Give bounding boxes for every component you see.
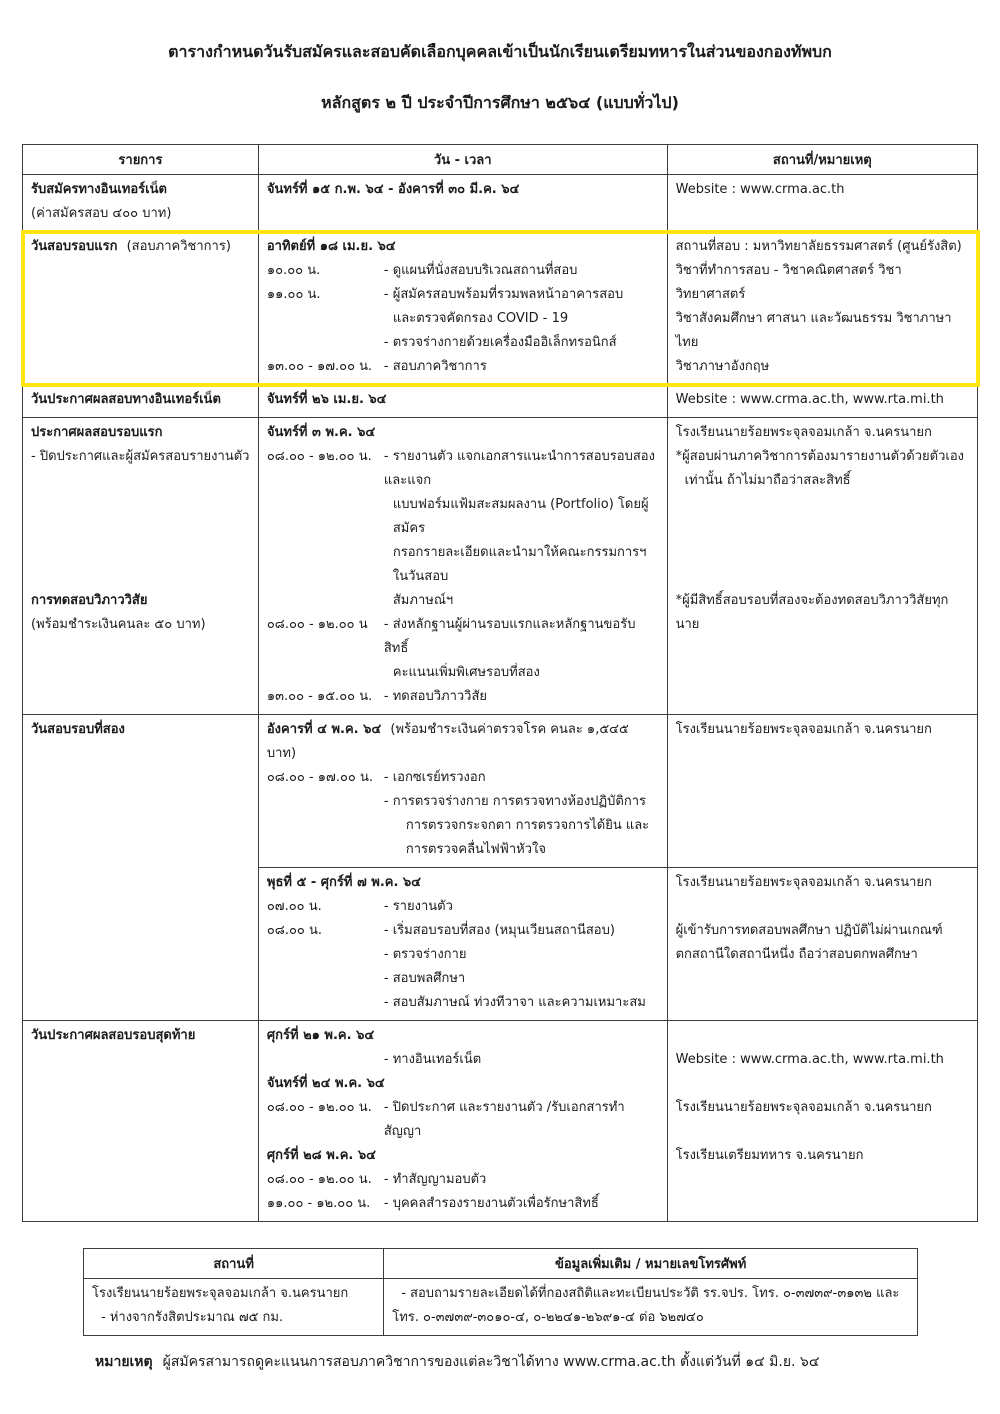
- time-label: ๑๑.๐๐ - ๑๒.๐๐ น.: [266, 1196, 371, 1211]
- item-cell: [23, 175, 259, 232]
- item-title: วันสอบรอบที่สอง: [31, 722, 125, 737]
- place-text: วิชาภาษาอังกฤษ: [675, 359, 770, 374]
- activity-text: - รายงานตัว: [383, 899, 453, 914]
- website-text: Website : www.crma.ac.th, www.rta.mi.th: [675, 1052, 944, 1067]
- remark-text: ผู้เข้ารับการทดสอบพลศึกษา ปฏิบัติไม่ผ่านเกณฑ์: [675, 923, 943, 938]
- footnote-text: ผู้สมัครสามารถดูคะแนนการสอบภาควิชาการของแต่ละวิชาได้ทาง www.crma.ac.th ตั้งแต่วันที่ ๑๔ มิ.ย. ๖๔: [162, 1354, 820, 1370]
- header-item: รายการ: [23, 145, 259, 175]
- place-cell: [667, 715, 977, 868]
- place-text: โรงเรียนนายร้อยพระจุลจอมเกล้า จ.นครนายก: [675, 1100, 932, 1115]
- header-datetime: วัน - เวลา: [258, 145, 667, 175]
- item-title: วันประกาศผลสอบรอบสุดท้าย: [31, 1028, 196, 1043]
- item-cell: [23, 385, 259, 418]
- info-contact-cell: [384, 1279, 918, 1336]
- info-header-contact: ข้อมูลเพิ่มเติม / หมายเลขโทรศัพท์: [384, 1249, 918, 1279]
- item-cell: [23, 715, 259, 1021]
- footnote: [95, 1350, 980, 1374]
- place-text: สถานที่สอบ : มหาวิทยาลัยธรรมศาสตร์ (ศูนย์รังสิต): [675, 239, 962, 254]
- time-label: ๐๘.๐๐ - ๑๒.๐๐ น.: [266, 449, 372, 464]
- website-text: Website : www.crma.ac.th: [675, 182, 845, 197]
- item-note: (สอบภาควิชาการ): [126, 239, 231, 254]
- time-label: ๑๑.๐๐ น.: [266, 287, 321, 302]
- remark-text: ตกสถานีใดสถานีหนึ่ง ถือว่าสอบตกพลศึกษา: [675, 947, 918, 962]
- remark-text: *ผู้สอบผ่านภาควิชาการต้องมารายงานตัวด้วยตัวเอง: [675, 449, 965, 464]
- time-label: ๑๓.๐๐ - ๑๕.๐๐ น.: [266, 689, 373, 704]
- activity-text: - ปิดประกาศ และรายงานตัว /รับเอกสารทำสัญญา: [383, 1100, 625, 1139]
- place-cell: [667, 385, 977, 418]
- datetime-cell: [258, 232, 667, 385]
- info-table: [83, 1248, 918, 1336]
- activity-text: - ผู้สมัครสอบพร้อมที่รวมพลหน้าอาคารสอบ: [383, 287, 624, 302]
- place-cell: [667, 418, 977, 715]
- activity-text: - ดูแผนที่นั่งสอบบริเวณสถานที่สอบ: [383, 263, 578, 278]
- datetime-cell: [258, 418, 667, 715]
- activity-text: และตรวจคัดกรอง COVID - 19: [392, 311, 569, 326]
- date-text: จันทร์ที่ ๒๔ พ.ค. ๖๔: [266, 1076, 385, 1091]
- activity-text: การตรวจคลื่นไฟฟ้าหัวใจ: [405, 842, 546, 857]
- place-text: - ห่างจากรังสิตประมาณ ๗๕ กม.: [101, 1310, 284, 1325]
- activity-text: - ทางอินเทอร์เน็ต: [383, 1052, 482, 1067]
- date-text: จันทร์ที่ ๒๖ เม.ย. ๖๔: [266, 392, 387, 407]
- activity-text: แบบฟอร์มแฟ้มสะสมผลงาน (Portfolio) โดยผู้สมัคร: [392, 497, 649, 536]
- schedule-header-row: [23, 145, 978, 175]
- info-header-row: [84, 1249, 918, 1279]
- place-text: โรงเรียนเตรียมทหาร จ.นครนายก: [675, 1148, 864, 1163]
- time-label: ๐๗.๐๐ น.: [266, 899, 322, 914]
- activity-text: - ทำสัญญามอบตัว: [383, 1172, 487, 1187]
- activity-text: - เริ่มสอบรอบที่สอง (หมุนเวียนสถานีสอบ): [383, 923, 615, 938]
- item-title: วันสอบรอบแรก: [31, 239, 118, 254]
- time-label: ๐๘.๐๐ - ๑๗.๐๐ น.: [266, 770, 373, 785]
- place-text: โรงเรียนนายร้อยพระจุลจอมเกล้า จ.นครนายก: [675, 722, 932, 737]
- activity-text: - ตรวจร่างกายด้วยเครื่องมืออิเล็กทรอนิกส์: [383, 335, 617, 350]
- item-note: (พร้อมชำระเงินคนละ ๕๐ บาท): [31, 617, 206, 632]
- item-title: การทดสอบวิภาววิสัย: [31, 593, 148, 608]
- place-text: โรงเรียนนายร้อยพระจุลจอมเกล้า จ.นครนายก: [92, 1286, 349, 1301]
- time-label: ๐๘.๐๐ น.: [266, 923, 322, 938]
- activity-text: กรอกรายละเอียดและนำมาให้คณะกรรมการฯ ในวันสอบ: [392, 545, 647, 584]
- info-header-place: สถานที่: [84, 1249, 384, 1279]
- activity-text: - บุคคลสำรองรายงานตัวเพื่อรักษาสิทธิ์: [383, 1196, 599, 1211]
- time-label: ๐๘.๐๐ - ๑๒.๐๐ น.: [266, 1100, 372, 1115]
- activity-text: - การตรวจร่างกาย การตรวจทางห้องปฏิบัติการ: [383, 794, 647, 809]
- time-label: ๑๐.๐๐ น.: [266, 263, 321, 278]
- activity-text: การตรวจกระจกตา การตรวจการได้ยิน และ: [405, 818, 650, 833]
- doc-subtitle: หลักสูตร ๒ ปี ประจำปีการศึกษา ๒๕๖๔ (แบบทั่วไป): [321, 93, 679, 112]
- datetime-cell: [258, 715, 667, 868]
- activity-text: - สอบสัมภาษณ์ ท่วงทีวาจา และความเหมาะสม: [383, 995, 646, 1010]
- row-final-result: [23, 1021, 978, 1222]
- item-cell: [23, 232, 259, 385]
- activity-text: - สอบภาควิชาการ: [383, 359, 487, 374]
- activity-text: คะแนนเพิ่มพิเศษรอบที่สอง: [392, 665, 540, 680]
- date-text: อังคารที่ ๔ พ.ค. ๖๔: [266, 722, 382, 737]
- doc-title: ตารางกำหนดวันรับสมัครและสอบคัดเลือกบุคคลเข้าเป็นนักเรียนเตรียมทหารในส่วนของกองทัพบก: [168, 42, 832, 61]
- remark-text: เท่านั้น ถ้าไม่มาถือว่าสละสิทธิ์: [684, 473, 851, 488]
- item-cell: [23, 1021, 259, 1222]
- time-label: ๑๓.๐๐ - ๑๗.๐๐ น.: [266, 359, 373, 374]
- schedule-table: [22, 144, 978, 1222]
- activity-text: สัมภาษณ์ฯ: [392, 593, 454, 608]
- place-cell: [667, 868, 977, 1021]
- website-text: Website : www.crma.ac.th, www.rta.mi.th: [675, 392, 944, 407]
- activity-text: - สอบพลศึกษา: [383, 971, 466, 986]
- item-note: - ปิดประกาศและผู้สมัครสอบรายงานตัว: [31, 449, 250, 464]
- date-note: (พร้อมชำระเงินค่าตรวจโรค คนละ ๑,๕๔๕ บาท): [266, 722, 629, 761]
- item-cell: [23, 418, 259, 715]
- info-row: [84, 1279, 918, 1336]
- row-first-round-result: [23, 418, 978, 715]
- datetime-cell: [258, 175, 667, 232]
- contact-text: - สอบถามรายละเอียดได้ที่กองสถิติและทะเบียนประวัติ รร.จปร. โทร. ๐-๓๗๓๙-๓๑๓๒ และ: [401, 1286, 900, 1301]
- datetime-cell: [258, 385, 667, 418]
- item-title: ประกาศผลสอบรอบแรก: [31, 425, 163, 440]
- date-text: ศุกร์ที่ ๒๑ พ.ค. ๖๔: [266, 1028, 375, 1043]
- activity-text: - เอกซเรย์ทรวงอก: [383, 770, 486, 785]
- activity-text: - ทดสอบวิภาววิสัย: [383, 689, 488, 704]
- footnote-label: หมายเหตุ: [95, 1354, 153, 1370]
- contact-text: โทร. ๐-๓๗๓๙-๓๐๑๐-๔, ๐-๒๒๔๑-๒๖๙๑-๔ ต่อ ๖๒๗๔๐: [392, 1310, 704, 1325]
- item-title: รับสมัครทางอินเทอร์เน็ต: [31, 182, 167, 197]
- activity-text: - ตรวจร่างกาย: [383, 947, 467, 962]
- row-first-round: [23, 232, 978, 385]
- exam-date: อาทิตย์ที่ ๑๘ เม.ย. ๖๔: [266, 239, 396, 254]
- row-online-result: [23, 385, 978, 418]
- place-cell: [667, 175, 977, 232]
- row-second-round-a: [23, 715, 978, 868]
- activity-text: - รายงานตัว แจกเอกสารแนะนำการสอบรอบสองและแจก: [383, 449, 655, 488]
- place-cell: [667, 232, 977, 385]
- place-cell: [667, 1021, 977, 1222]
- info-place-cell: [84, 1279, 384, 1336]
- place-text: วิชาที่ทำการสอบ - วิชาคณิตศาสตร์ วิชาวิทยาศาสตร์: [675, 263, 902, 302]
- item-note: (ค่าสมัครสอบ ๔๐๐ บาท): [31, 206, 172, 221]
- datetime-cell: [258, 1021, 667, 1222]
- row-registration: [23, 175, 978, 232]
- date-text: ศุกร์ที่ ๒๘ พ.ค. ๖๔: [266, 1148, 376, 1163]
- remark-text: *ผู้มีสิทธิ์สอบรอบที่สองจะต้องทดสอบวิภาววิสัยทุกนาย: [675, 593, 949, 632]
- date-text: จันทร์ที่ ๓ พ.ค. ๖๔: [266, 425, 376, 440]
- item-title: วันประกาศผลสอบทางอินเทอร์เน็ต: [31, 392, 221, 407]
- place-text: โรงเรียนนายร้อยพระจุลจอมเกล้า จ.นครนายก: [675, 875, 932, 890]
- place-text: โรงเรียนนายร้อยพระจุลจอมเกล้า จ.นครนายก: [675, 425, 932, 440]
- time-label: ๐๘.๐๐ - ๑๒.๐๐ น: [266, 617, 368, 632]
- activity-text: - ส่งหลักฐานผู้ผ่านรอบแรกและหลักฐานขอรับสิทธิ์: [383, 617, 636, 656]
- header-place: สถานที่/หมายเหตุ: [667, 145, 977, 175]
- date-text: พุธที่ ๕ - ศุกร์ที่ ๗ พ.ค. ๖๔: [266, 875, 422, 890]
- datetime-cell: [258, 868, 667, 1021]
- time-label: ๐๘.๐๐ - ๑๒.๐๐ น.: [266, 1172, 372, 1187]
- place-text: วิชาสังคมศึกษา ศาสนา และวัฒนธรรม วิชาภาษาไทย: [675, 311, 952, 350]
- date-range: จันทร์ที่ ๑๕ ก.พ. ๖๔ - อังคารที่ ๓๐ มี.ค. ๖๔: [266, 182, 520, 197]
